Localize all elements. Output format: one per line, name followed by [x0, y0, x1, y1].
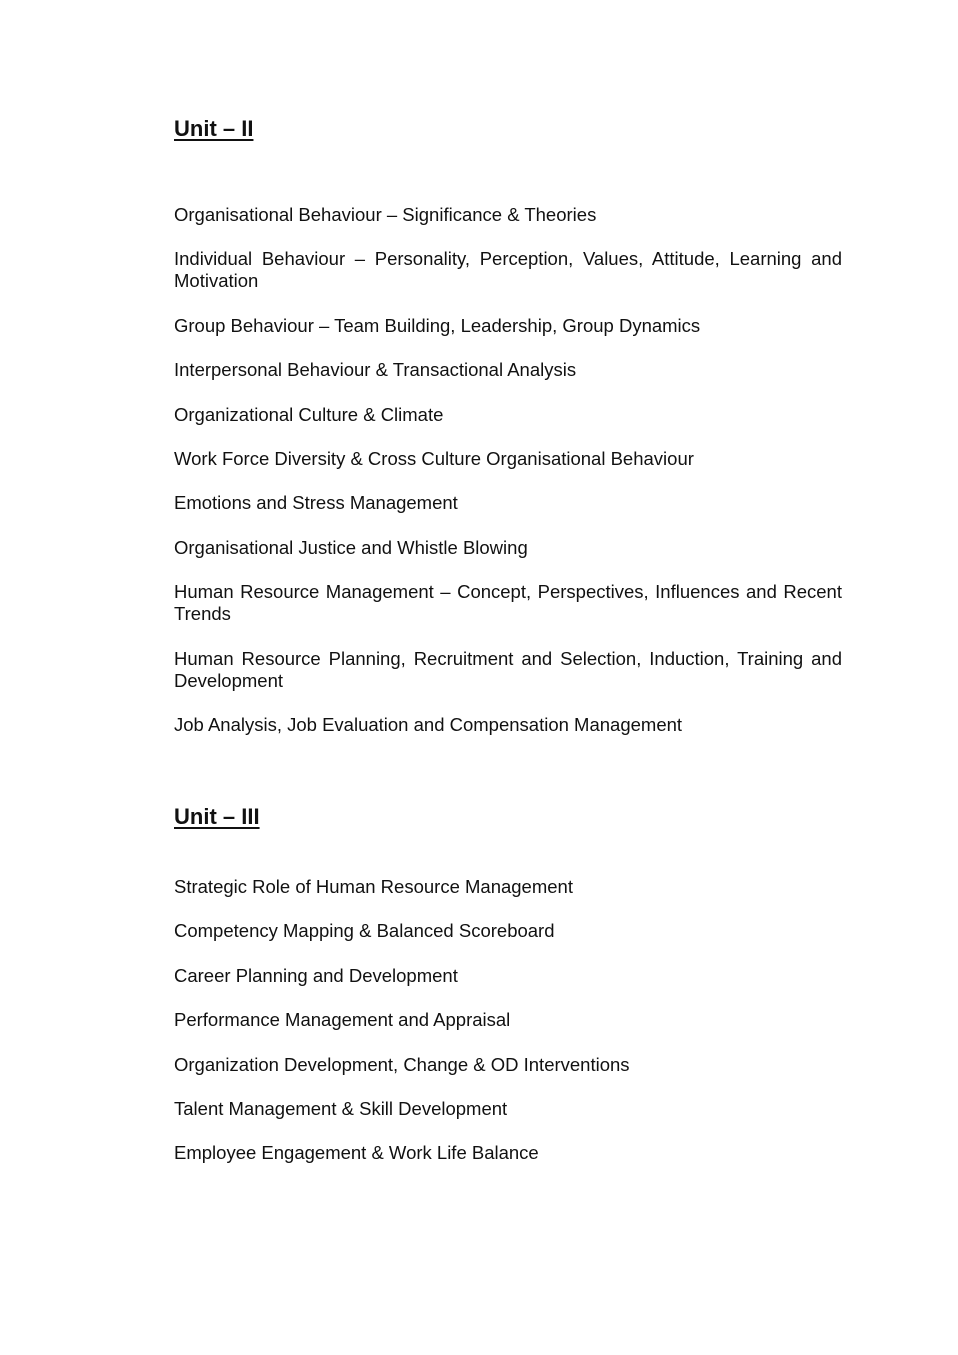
topic-item: Work Force Diversity & Cross Culture Organisational Behaviour: [174, 447, 694, 469]
topic-item: Organisational Justice and Whistle Blowing: [174, 536, 528, 558]
topic-item: Human Resource Planning, Recruitment and Selection, Induction, Training and Development: [174, 647, 842, 691]
topic-item: Human Resource Management – Concept, Perspectives, Influences and Recent Trends: [174, 581, 842, 625]
unit-2-topic-list: [174, 204, 842, 758]
topic-item: Organisational Behaviour – Significance & Theories: [174, 204, 597, 225]
topic-item: Strategic Role of Human Resource Management: [174, 876, 573, 897]
unit-3-heading: Unit – III: [174, 804, 260, 829]
topic-item: Organizational Culture & Climate: [174, 403, 444, 425]
unit-2-heading: Unit – II: [174, 116, 254, 141]
topic-item: Emotions and Stress Management: [174, 492, 458, 514]
topic-item: Organization Development, Change & OD Interventions: [174, 1053, 630, 1075]
topic-item: Interpersonal Behaviour & Transactional Analysis: [174, 359, 577, 381]
topic-item: Individual Behaviour – Personality, Perception, Values, Attitude, Learning and Motivation: [174, 248, 842, 292]
topic-item: Career Planning and Development: [174, 964, 458, 986]
unit-3-topic-list: [174, 876, 842, 1187]
topic-item: Talent Management & Skill Development: [174, 1097, 508, 1119]
topic-item: Group Behaviour – Team Building, Leadership, Group Dynamics: [174, 314, 701, 336]
topic-item: Performance Management and Appraisal: [174, 1009, 511, 1031]
topic-item: Employee Engagement & Work Life Balance: [174, 1142, 539, 1164]
topic-item: Job Analysis, Job Evaluation and Compensation Management: [174, 713, 683, 735]
topic-item: Competency Mapping & Balanced Scoreboard: [174, 920, 555, 942]
